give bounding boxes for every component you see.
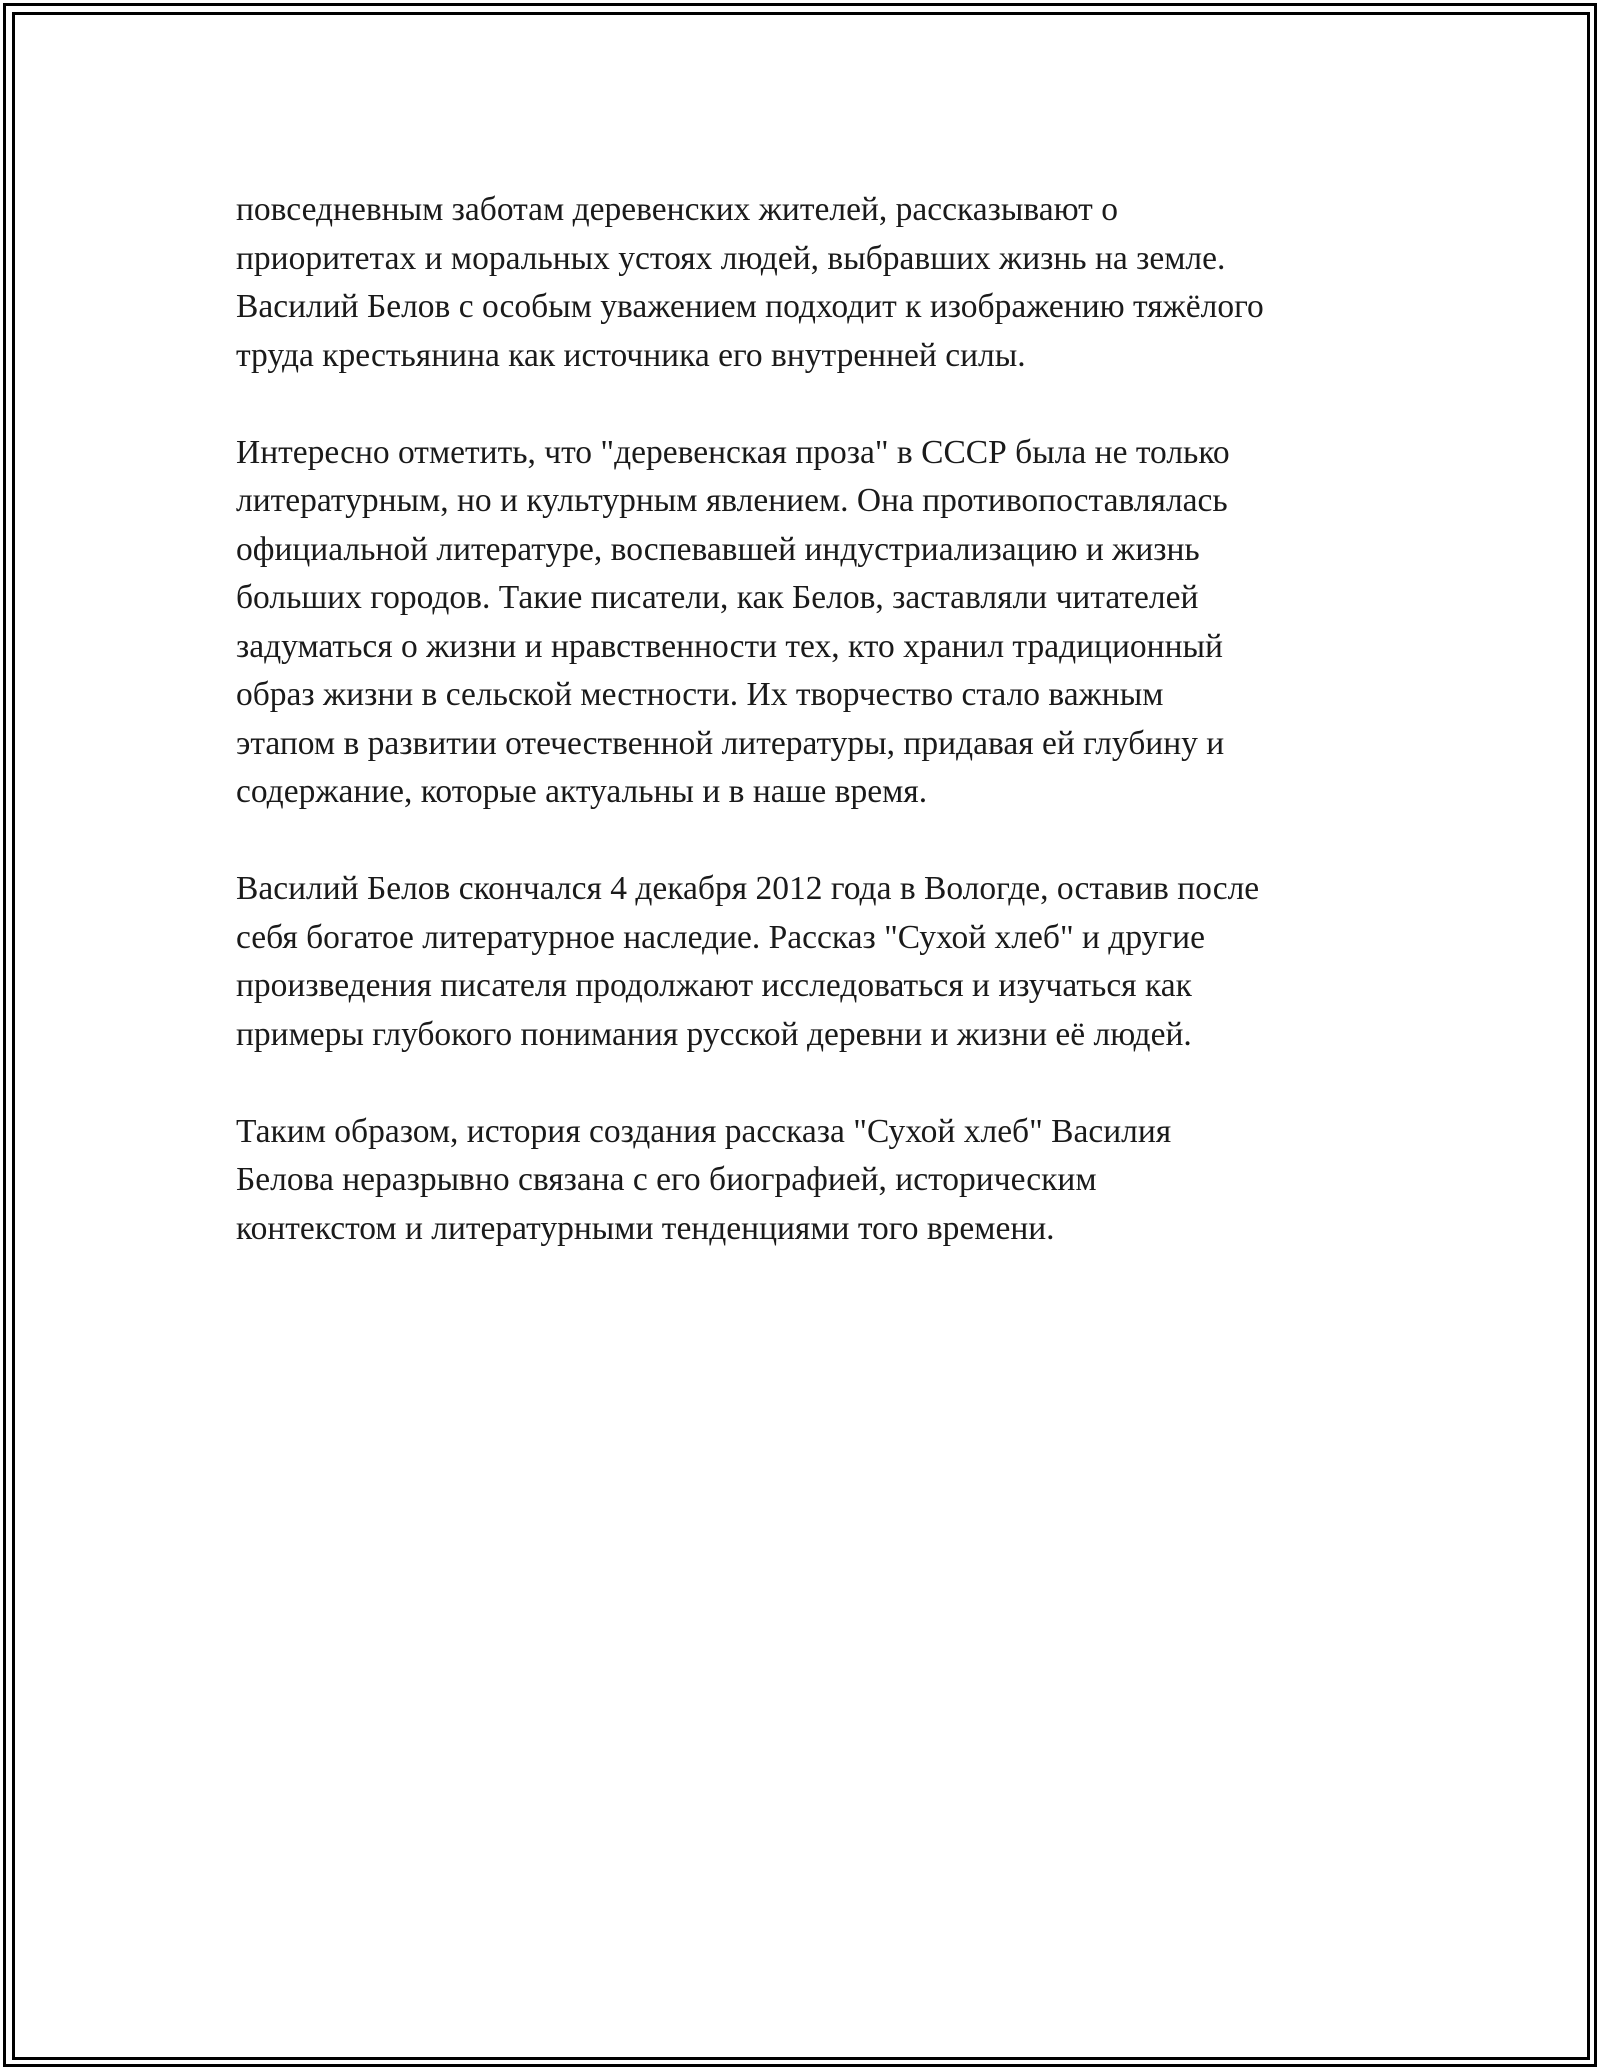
text-line: себя богатое литературное наследие. Рассказ "Сухой хлеб" и другие	[236, 918, 1205, 956]
paragraph-2	[236, 429, 1416, 817]
paragraph-3	[236, 865, 1416, 1059]
text-line: примеры глубокого понимания русской деревни и жизни её людей.	[236, 1015, 1192, 1053]
text-line: литературным, но и культурным явлением. Она противопоставлялась	[236, 482, 1228, 519]
text-line: Таким образом, история создания рассказа "Сухой хлеб" Василия	[236, 1112, 1172, 1150]
text-line: больших городов. Такие писатели, как Белов, заставляли читателей	[236, 579, 1199, 616]
text-line: Василий Белов с особым уважением подходит к изображению тяжёлого	[236, 288, 1264, 325]
text-line: произведения писателя продолжают исследоваться и изучаться как	[236, 967, 1192, 1004]
text-line: контекстом и литературными тенденциями того времени.	[236, 1209, 1055, 1247]
text-line: Интересно отметить, что "деревенская проза" в СССР была не только	[236, 433, 1230, 471]
text-line: официальной литературе, воспевавшей индустриализацию и жизнь	[236, 530, 1200, 568]
text-line: образ жизни в сельской местности. Их творчество стало важным	[236, 676, 1164, 713]
text-line: повседневным заботам деревенских жителей, рассказывают о	[236, 191, 1118, 228]
text-line: задуматься о жизни и нравственности тех, кто хранил традиционный	[236, 627, 1223, 665]
text-line: содержание, которые актуальны и в наше время.	[236, 773, 928, 810]
text-line: Василий Белов скончался 4 декабря 2012 года в Вологде, оставив после	[236, 870, 1260, 907]
text-line: приоритетах и моральных устоях людей, выбравших жизнь на земле.	[236, 239, 1226, 277]
paragraph-1	[236, 186, 1416, 380]
text-line: этапом в развитии отечественной литературы, придавая ей глубину и	[236, 724, 1225, 762]
text-line: труда крестьянина как источника его внутренней силы.	[236, 336, 1026, 374]
document-body	[236, 186, 1416, 1302]
text-line: Белова неразрывно связана с его биографией, историческим	[236, 1161, 1097, 1198]
paragraph-4	[236, 1108, 1416, 1254]
